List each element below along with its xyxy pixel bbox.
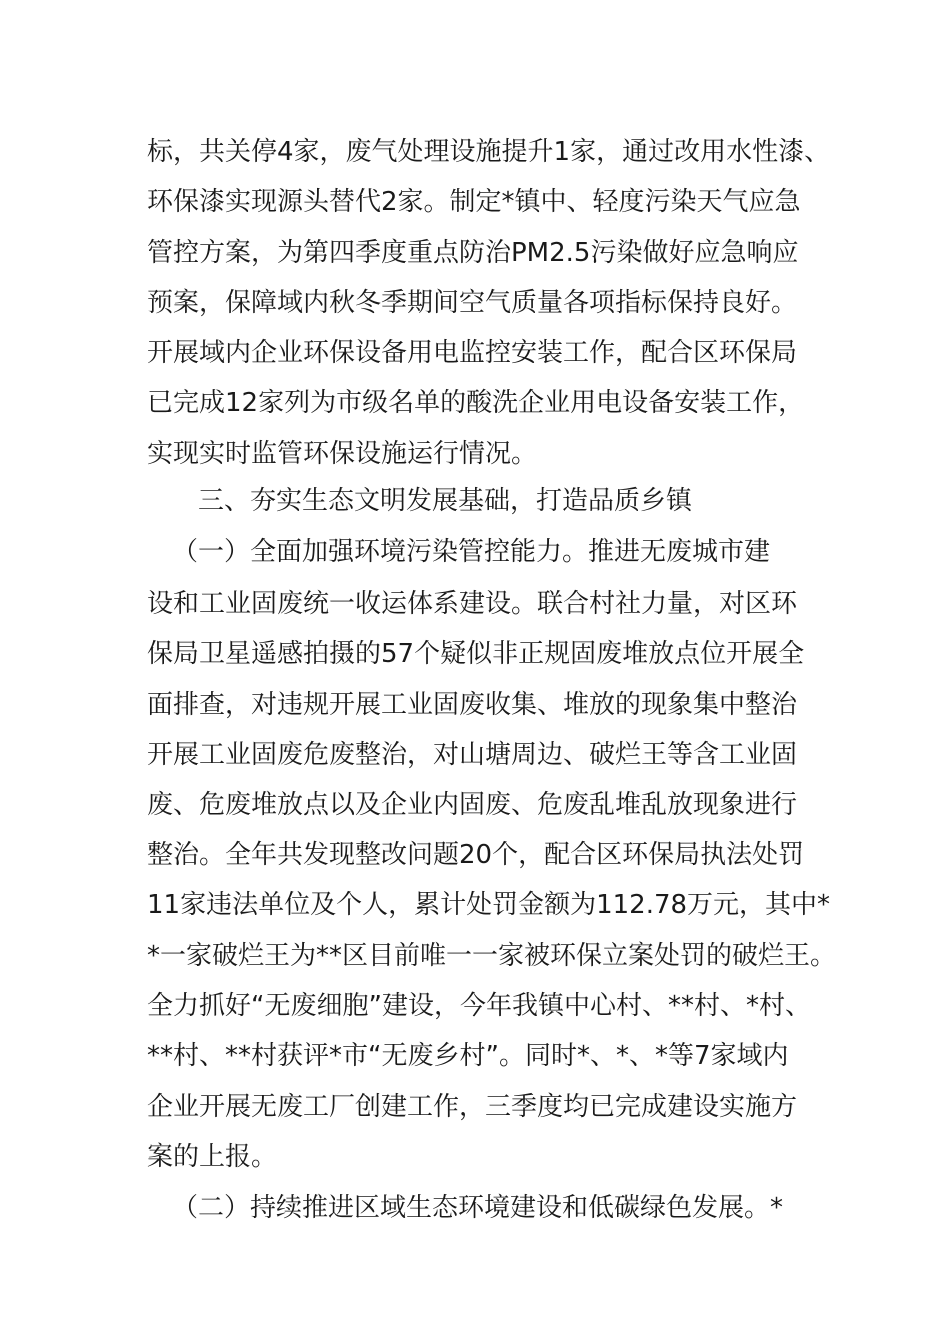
subsection-heading: （二）持续推进区域生态环境建设和低碳绿色发展。* [172, 1193, 784, 1223]
text-line: 开展域内企业环保设备用电监控安装工作，配合区环保局 [147, 338, 798, 368]
text-line: 实现实时监管环保设施运行情况。 [147, 439, 538, 469]
text-line: 预案，保障域内秋冬季期间空气质量各项指标保持良好。 [147, 288, 798, 318]
text-line: 案的上报。 [147, 1142, 278, 1172]
text-line: 11家违法单位及个人，累计处罚金额为112.78万元，其中* [147, 890, 831, 920]
text-line: 标，共关停4家，废气处理设施提升1家，通过改用水性漆、 [147, 137, 831, 167]
text-line: 设和工业固废统一收运体系建设。联合村社力量，对区环 [147, 589, 798, 619]
text-line: 环保漆实现源头替代2家。制定*镇中、轻度污染天气应急 [147, 187, 801, 217]
text-line: 开展工业固废危废整治，对山塘周边、破烂王等含工业固 [147, 740, 798, 770]
text-line: 整治。全年共发现整改问题20个，配合区环保局执法处罚 [147, 840, 805, 870]
text-line: 企业开展无废工厂创建工作，三季度均已完成建设实施方 [147, 1092, 798, 1122]
text-line: 全力抓好“无废细胞”建设，今年我镇中心村、**村、*村、 [147, 991, 811, 1021]
text-line: *一家破烂王为**区目前唯一一家被环保立案处罚的破烂王。 [147, 941, 837, 971]
text-line: 面排查，对违规开展工业固废收集、堆放的现象集中整治 [147, 690, 798, 720]
subsection-heading: （一）全面加强环境污染管控能力。推进无废城市建 [172, 537, 771, 567]
text-line: 管控方案，为第四季度重点防治PM2.5污染做好应急响应 [147, 238, 799, 268]
text-line: 已完成12家列为市级名单的酸洗企业用电设备安装工作， [147, 388, 805, 418]
section-heading: 三、夯实生态文明发展基础，打造品质乡镇 [198, 486, 693, 516]
text-line: **村、**村获评*市“无废乡村”。同时*、*、*等7家域内 [147, 1041, 789, 1071]
text-line: 废、危废堆放点以及企业内固废、危废乱堆乱放现象进行 [147, 790, 798, 820]
text-line: 保局卫星遥感拍摄的57个疑似非正规固废堆放点位开展全 [147, 639, 805, 669]
